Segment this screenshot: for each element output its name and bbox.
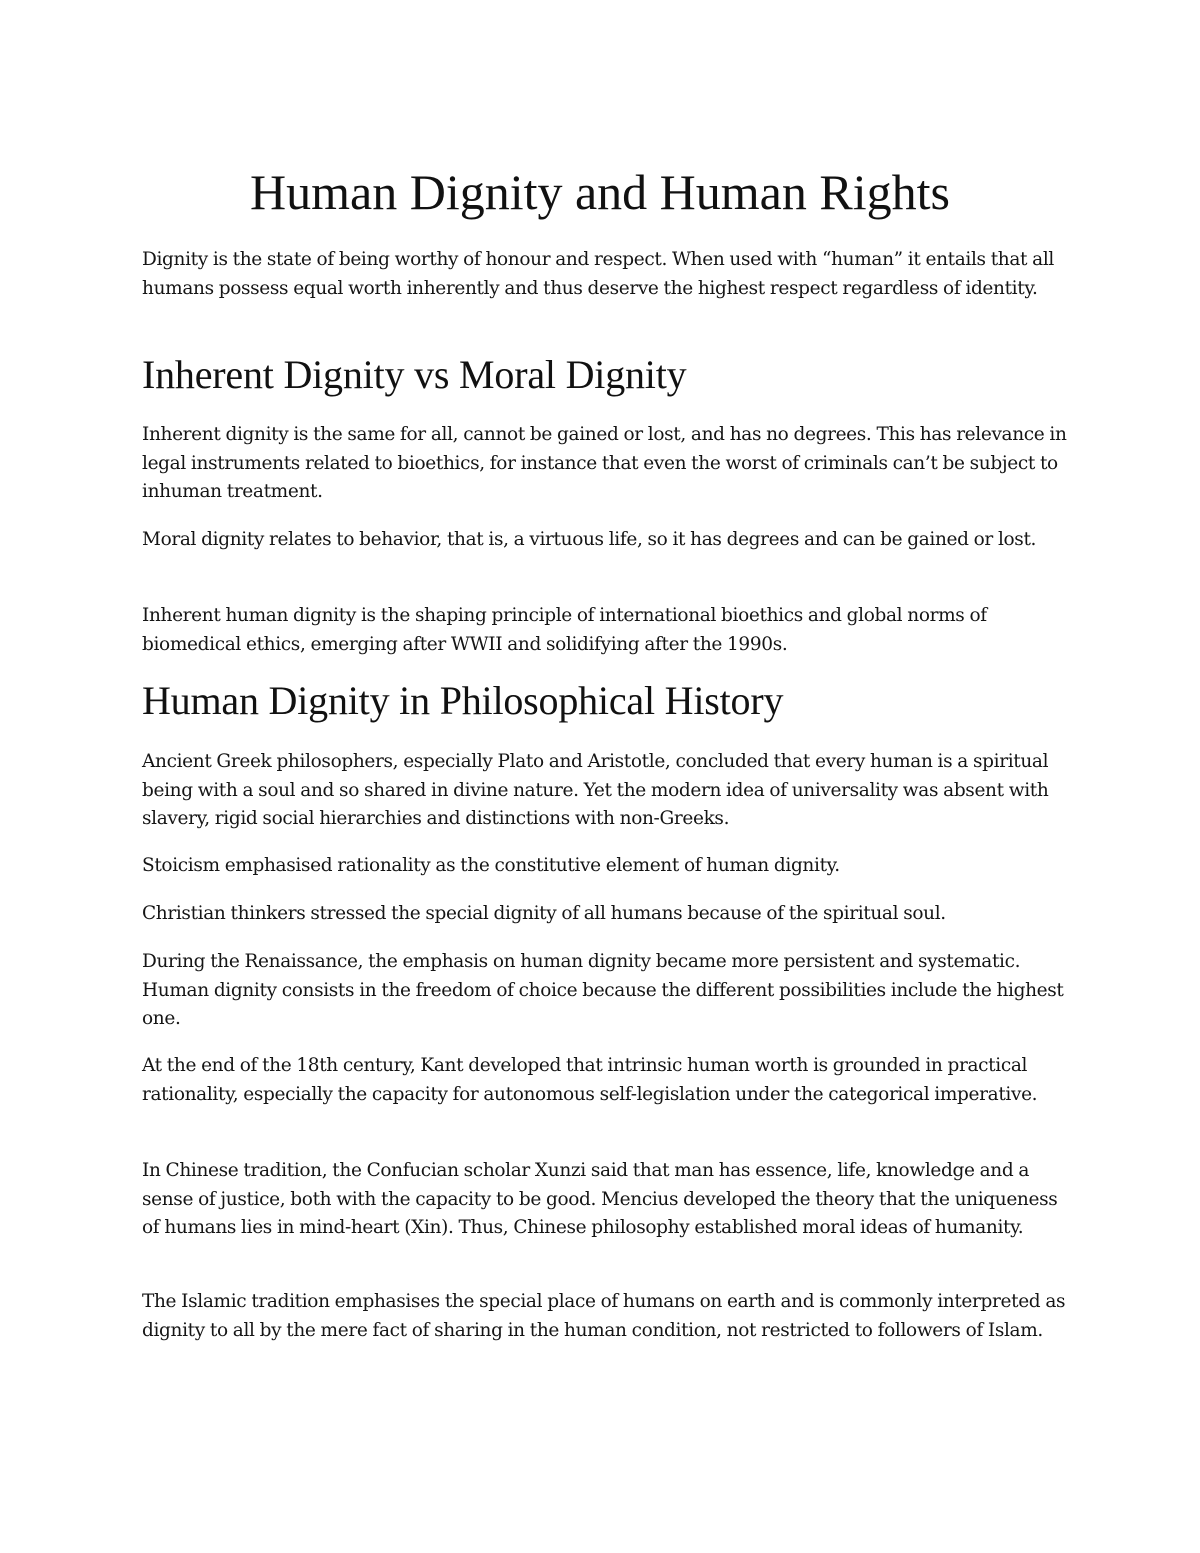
paragraph-ancient-greek: Ancient Greek philosophers, especially Plato and Aristotle, concluded that every human is a spiritual being with a soul and so shared in divine nature. Yet the modern idea of universality was absent with slavery, rigid social hierarchies and distinctions with non-Greeks. <box>142 751 1049 829</box>
paragraph-renaissance: During the Renaissance, the emphasis on human dignity became more persistent and systematic. Human dignity consists in the freedom of choice because the different possibilities include the highest one. <box>142 951 1064 1029</box>
paragraph-moral-dignity: Moral dignity relates to behavior, that is, a virtuous life, so it has degrees and can be gained or lost. <box>142 529 1037 550</box>
paragraph-chinese-tradition: In Chinese tradition, the Confucian scholar Xunzi said that man has essence, life, knowledge and a sense of justice, both with the capacity to be good. Mencius developed the theory that the uniqueness of humans lies in mind-heart (Xin). Thus, Chinese philosophy established moral ideas of humanity. <box>142 1160 1058 1238</box>
paragraph-kant: At the end of the 18th century, Kant developed that intrinsic human worth is grounded in practical rationality, especially the capacity for autonomous self-legislation under the categorical imperative. <box>142 1055 1038 1105</box>
paragraph-christian: Christian thinkers stressed the special dignity of all humans because of the spiritual soul. <box>142 903 946 924</box>
section-heading-philosophical-history: Human Dignity in Philosophical History <box>142 678 784 723</box>
paragraph-inherent-dignity: Inherent dignity is the same for all, cannot be gained or lost, and has no degrees. This has relevance in legal instruments related to bioethics, for instance that even the worst of criminals can’t be subject to inhuman treatment. <box>142 424 1067 502</box>
paragraph-islamic-tradition: The Islamic tradition emphasises the special place of humans on earth and is commonly interpreted as dignity to all by the mere fact of sharing in the human condition, not restricted to followers of Islam. <box>142 1291 1066 1341</box>
intro-paragraph: Dignity is the state of being worthy of honour and respect. When used with “human” it entails that all humans possess equal worth inherently and thus deserve the highest respect regardless of identity. <box>142 249 1054 299</box>
paragraph-inherent-human-dignity: Inherent human dignity is the shaping principle of international bioethics and global norms of biomedical ethics, emerging after WWII and solidifying after the 1990s. <box>142 605 987 655</box>
paragraph-stoicism: Stoicism emphasised rationality as the constitutive element of human dignity. <box>142 855 840 876</box>
document-title: Human Dignity and Human Rights <box>250 164 950 220</box>
section-heading-inherent-vs-moral: Inherent Dignity vs Moral Dignity <box>142 352 687 397</box>
